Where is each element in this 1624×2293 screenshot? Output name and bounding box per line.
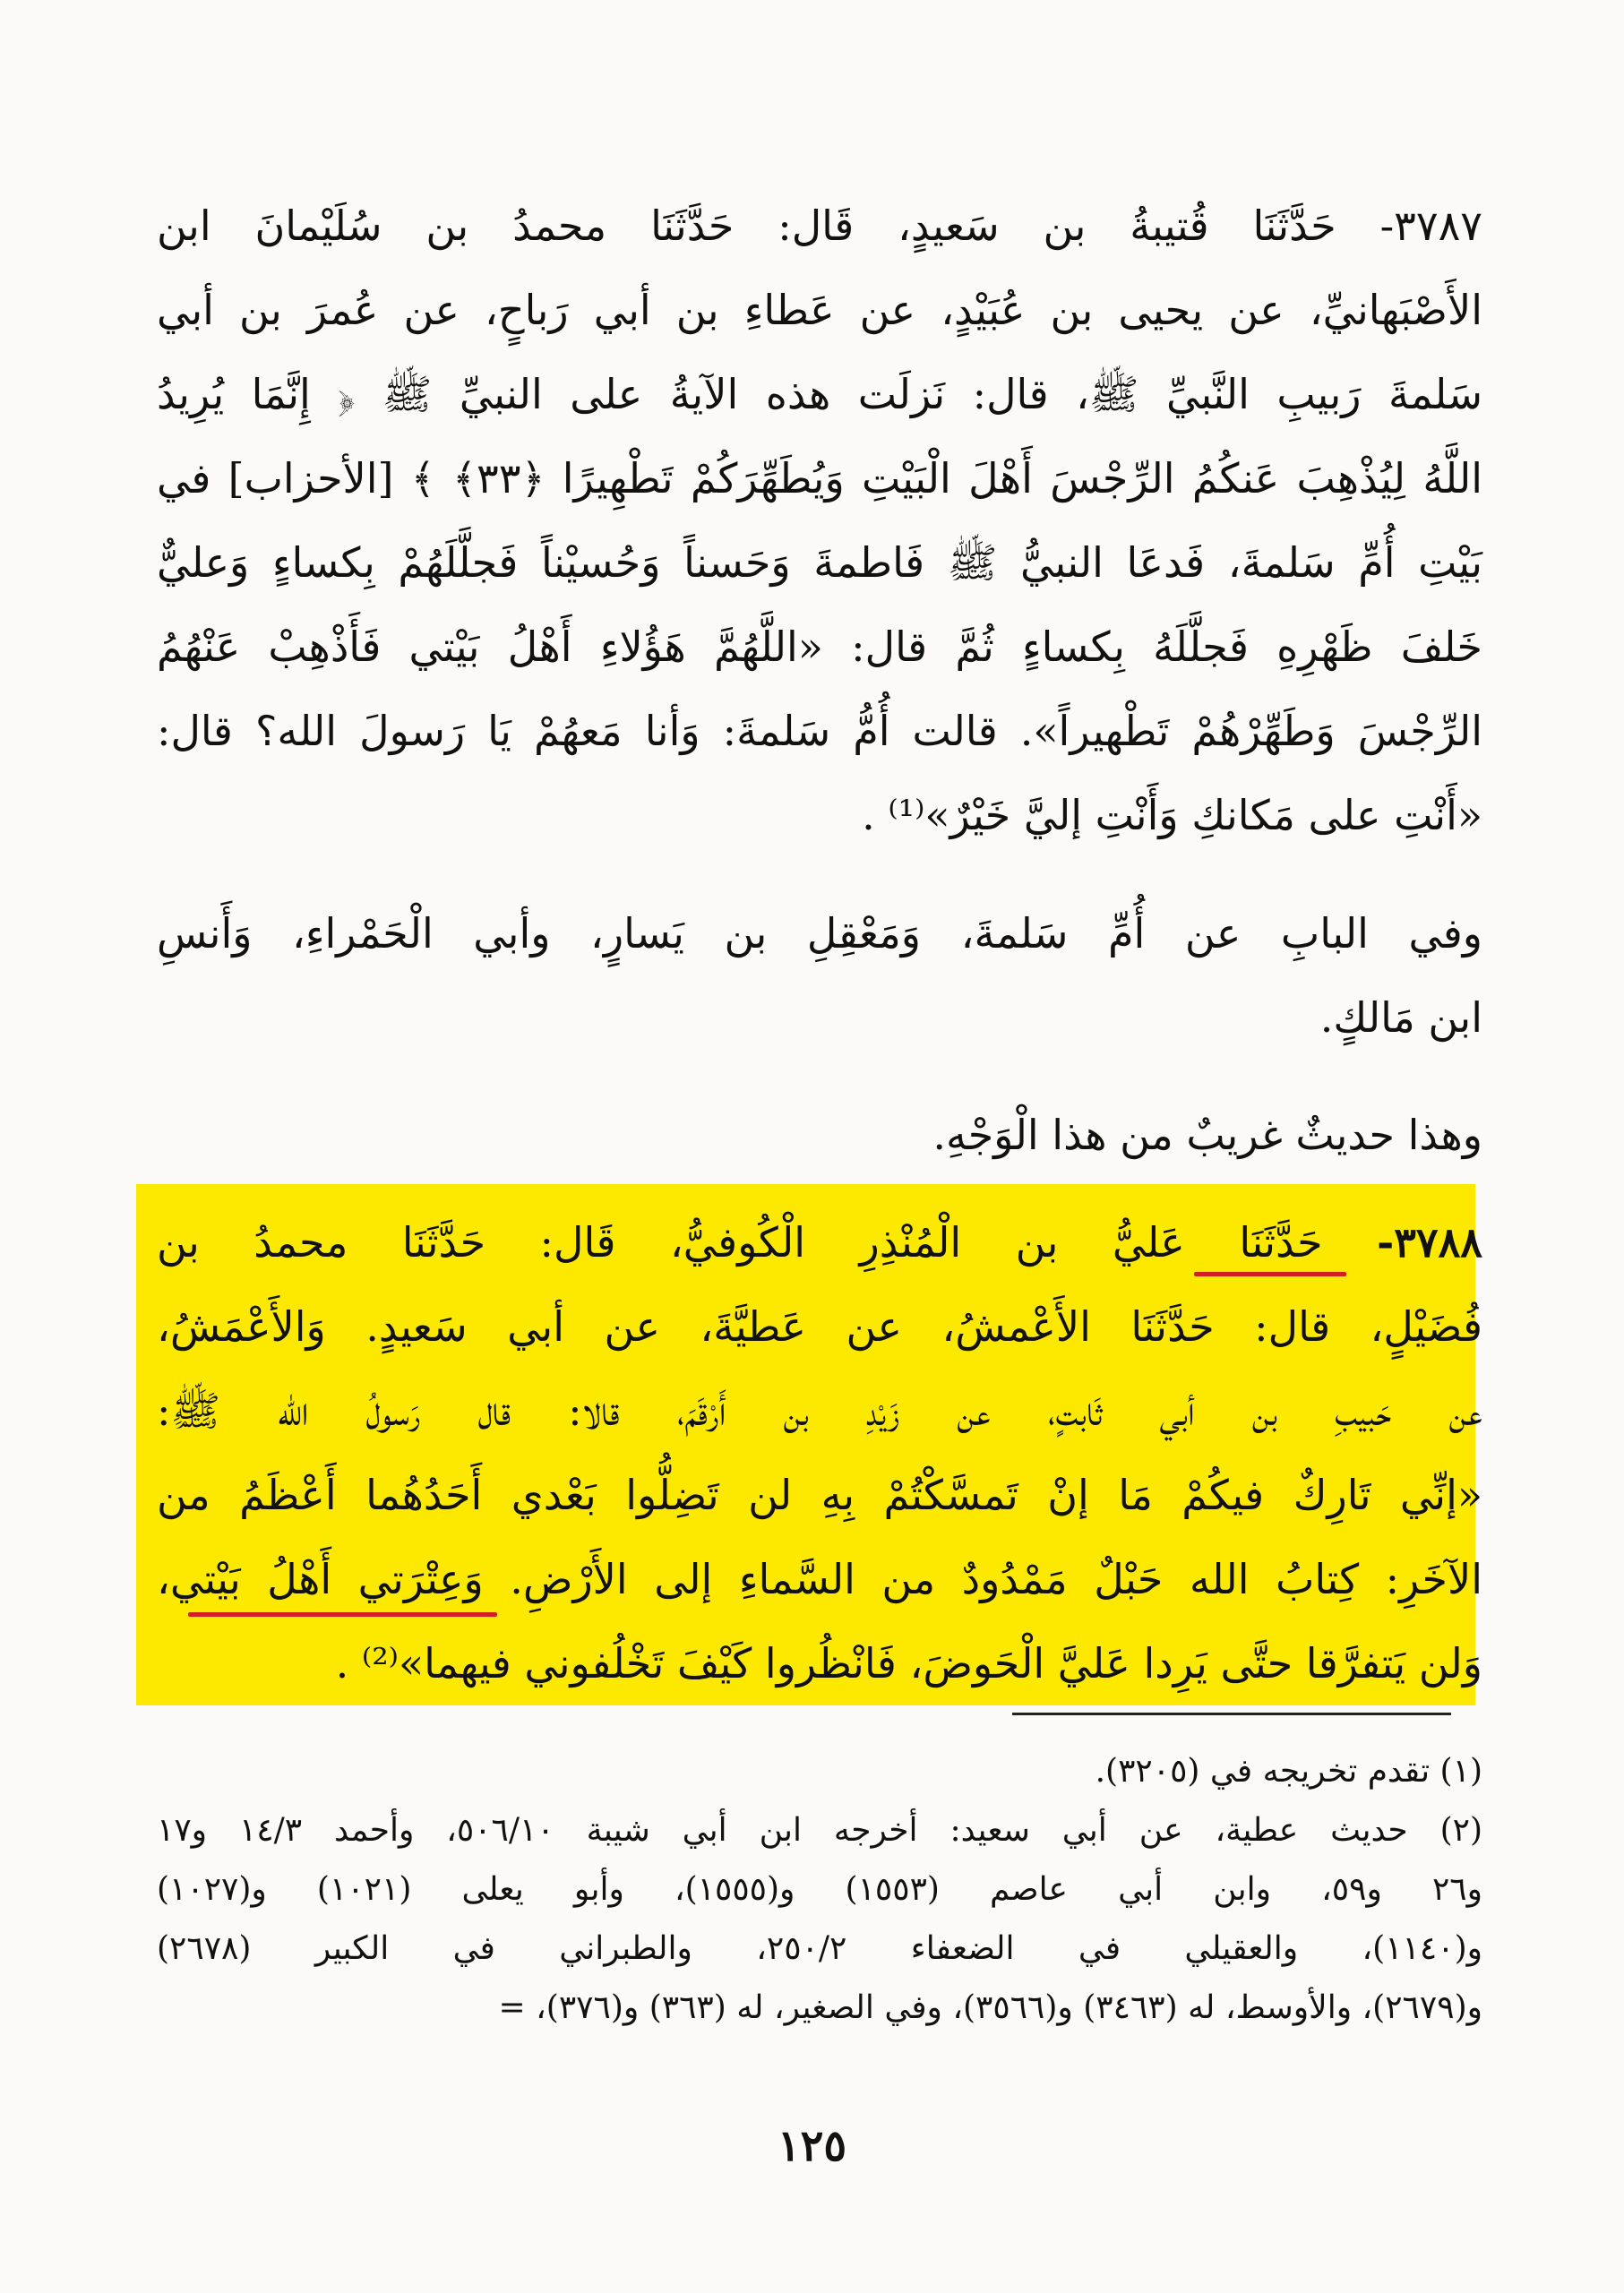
hadith-3787 — [157, 184, 1482, 857]
footnote-separator — [1012, 1713, 1451, 1715]
footnote-line: و(٢٦٧٩)، والأوسط، له (٣٤٦٣) و(٣٥٦٦)، وفي الصغير، له (٣٦٣) و(٣٧٦)، = — [498, 1989, 1482, 2026]
footnote-1 — [157, 1742, 1482, 1801]
footnote-line: (١) تقدم تخريجه في (٣٢٠٥). — [1095, 1753, 1482, 1790]
text-line: الأَصْبَهانيِّ، عن يحيى بن عُبَيْدٍ، عن عَطاءِ بن أبي رَباحٍ، عن عُمرَ بن أبي — [157, 286, 1482, 334]
text-line: بَيْتِ أُمِّ سَلمةَ، فَدعَا النبيُّ ﷺ فَاطمةَ وَحَسناً وَحُسيْناً فَجلَّلَهُمْ بِكساءٍ وَعليٌّ — [157, 538, 1482, 587]
text-line: وَلن يَتفرَّقا حتَّى يَرِدا عَليَّ الْحَوضَ، فَانْظُروا كَيْفَ تَخْلُفوني فيهما»⁽²⁾ . — [335, 1639, 1482, 1688]
text-line: «إنِّي تَارِكٌ فيكُمْ مَا إنْ تَمسَّكْتُمْ بِهِ لن تَضِلُّوا بَعْدي أَحَدُهُما أَعْظَمُ من — [157, 1471, 1482, 1519]
text-line: سَلمةَ رَبيبِ النَّبيِّ ﷺ، قال: نَزلَت هذه الآيةُ على النبيِّ ﷺ ﴿ إِنَّمَا يُرِيدُ — [157, 370, 1482, 418]
quran-verse-line: اللَّهُ لِيُذْهِبَ عَنكُمُ الرِّجْسَ أَهْلَ الْبَيْتِ وَيُطَهِّرَكُمْ تَطْهِيرًا ﴿٣٣﴾ ﴾ [الأحزاب] في — [157, 454, 1482, 502]
hadith-number: ٣٧٨٨- — [1377, 1218, 1483, 1267]
footnote-2 — [157, 1801, 1482, 2038]
text-line: وفي البابِ عن أُمِّ سَلمةَ، وَمَعْقِلِ بن يَسارٍ، وأبي الْحَمْراءِ، وَأَنسِ — [157, 909, 1482, 958]
text-line: الآخَرِ: كِتابُ الله حَبْلٌ مَمْدُودٌ من السَّماءِ إلى الأَرْضِ. وَعِتْرَتي أَهْلُ بَيْتي، — [157, 1555, 1482, 1603]
text-line: فُضَيْلٍ، قال: حَدَّثَنَا الأَعْمشُ، عن عَطيَّةَ، عن أبي سَعيدٍ. وَالأَعْمَشُ، — [157, 1302, 1482, 1351]
footnote-line: (٢) حديث عطية، عن أبي سعيد: أخرجه ابن أبي شيبة ٥٠٦/١٠، وأحمد ١٤/٣ و١٧ — [157, 1812, 1483, 1849]
bab-paragraph — [157, 891, 1482, 1060]
text-line: ابن مَالكٍ. — [1319, 993, 1482, 1042]
footnotes — [157, 1742, 1482, 2038]
text-line: الرِّجْسَ وَطَهِّرْهُمْ تَطْهيراً». قالت أُمُّ سَلمةَ: وَأنا مَعهُمْ يَا رَسولَ الله؟ قال: — [157, 707, 1482, 755]
text-line: وهذا حديثٌ غريبٌ من هذا الْوَجْهِ. — [932, 1111, 1482, 1159]
gharib-paragraph — [157, 1093, 1482, 1177]
number-underline — [1194, 1272, 1346, 1276]
footnote-line: و(١١٤٠)، والعقيلي في الضعفاء ٢٥٠/٢، والطبراني في الكبير (٢٦٧٨) — [157, 1930, 1482, 1967]
footnote-line: و٢٦ و٥٩، وابن أبي عاصم (١٥٥٣) و(١٥٥٥)، وأبو يعلى (١٠٢١) و(١٠٢٧) — [157, 1871, 1482, 1908]
phrase-underline — [188, 1612, 497, 1617]
text-line: «أَنْتِ على مَكانكِ وَأَنْتِ إليَّ خَيْرٌ»⁽¹⁾ . — [862, 791, 1482, 839]
text-segment: حَدَّثَنَا عَليُّ بن الْمُنْذِرِ الْكُوفيُّ، قَال: حَدَّثَنَا محمدُ بن — [157, 1218, 1323, 1267]
text-line: عن حَبيبِ بن أبي ثَابتٍ، عن زَيْدِ بن أَرْقَمَ، قالا: قال رَسولُ الله ﷺ: — [157, 1387, 1482, 1435]
page-number: ١٢٥ — [777, 2121, 847, 2171]
text-line: خَلفَ ظَهْرِهِ فَجلَّلَهُ بِكساءٍ ثُمَّ قال: «اللَّهُمَّ هَؤُلاءِ أَهْلُ بَيْتي فَأَذْهِبْ عَنْهُمُ — [157, 623, 1482, 671]
text-line: ٣٧٨٧- حَدَّثَنَا قُتيبةُ بن سَعيدٍ، قَال: حَدَّثَنَا محمدُ بن سُلَيْمانَ ابن — [157, 202, 1482, 250]
